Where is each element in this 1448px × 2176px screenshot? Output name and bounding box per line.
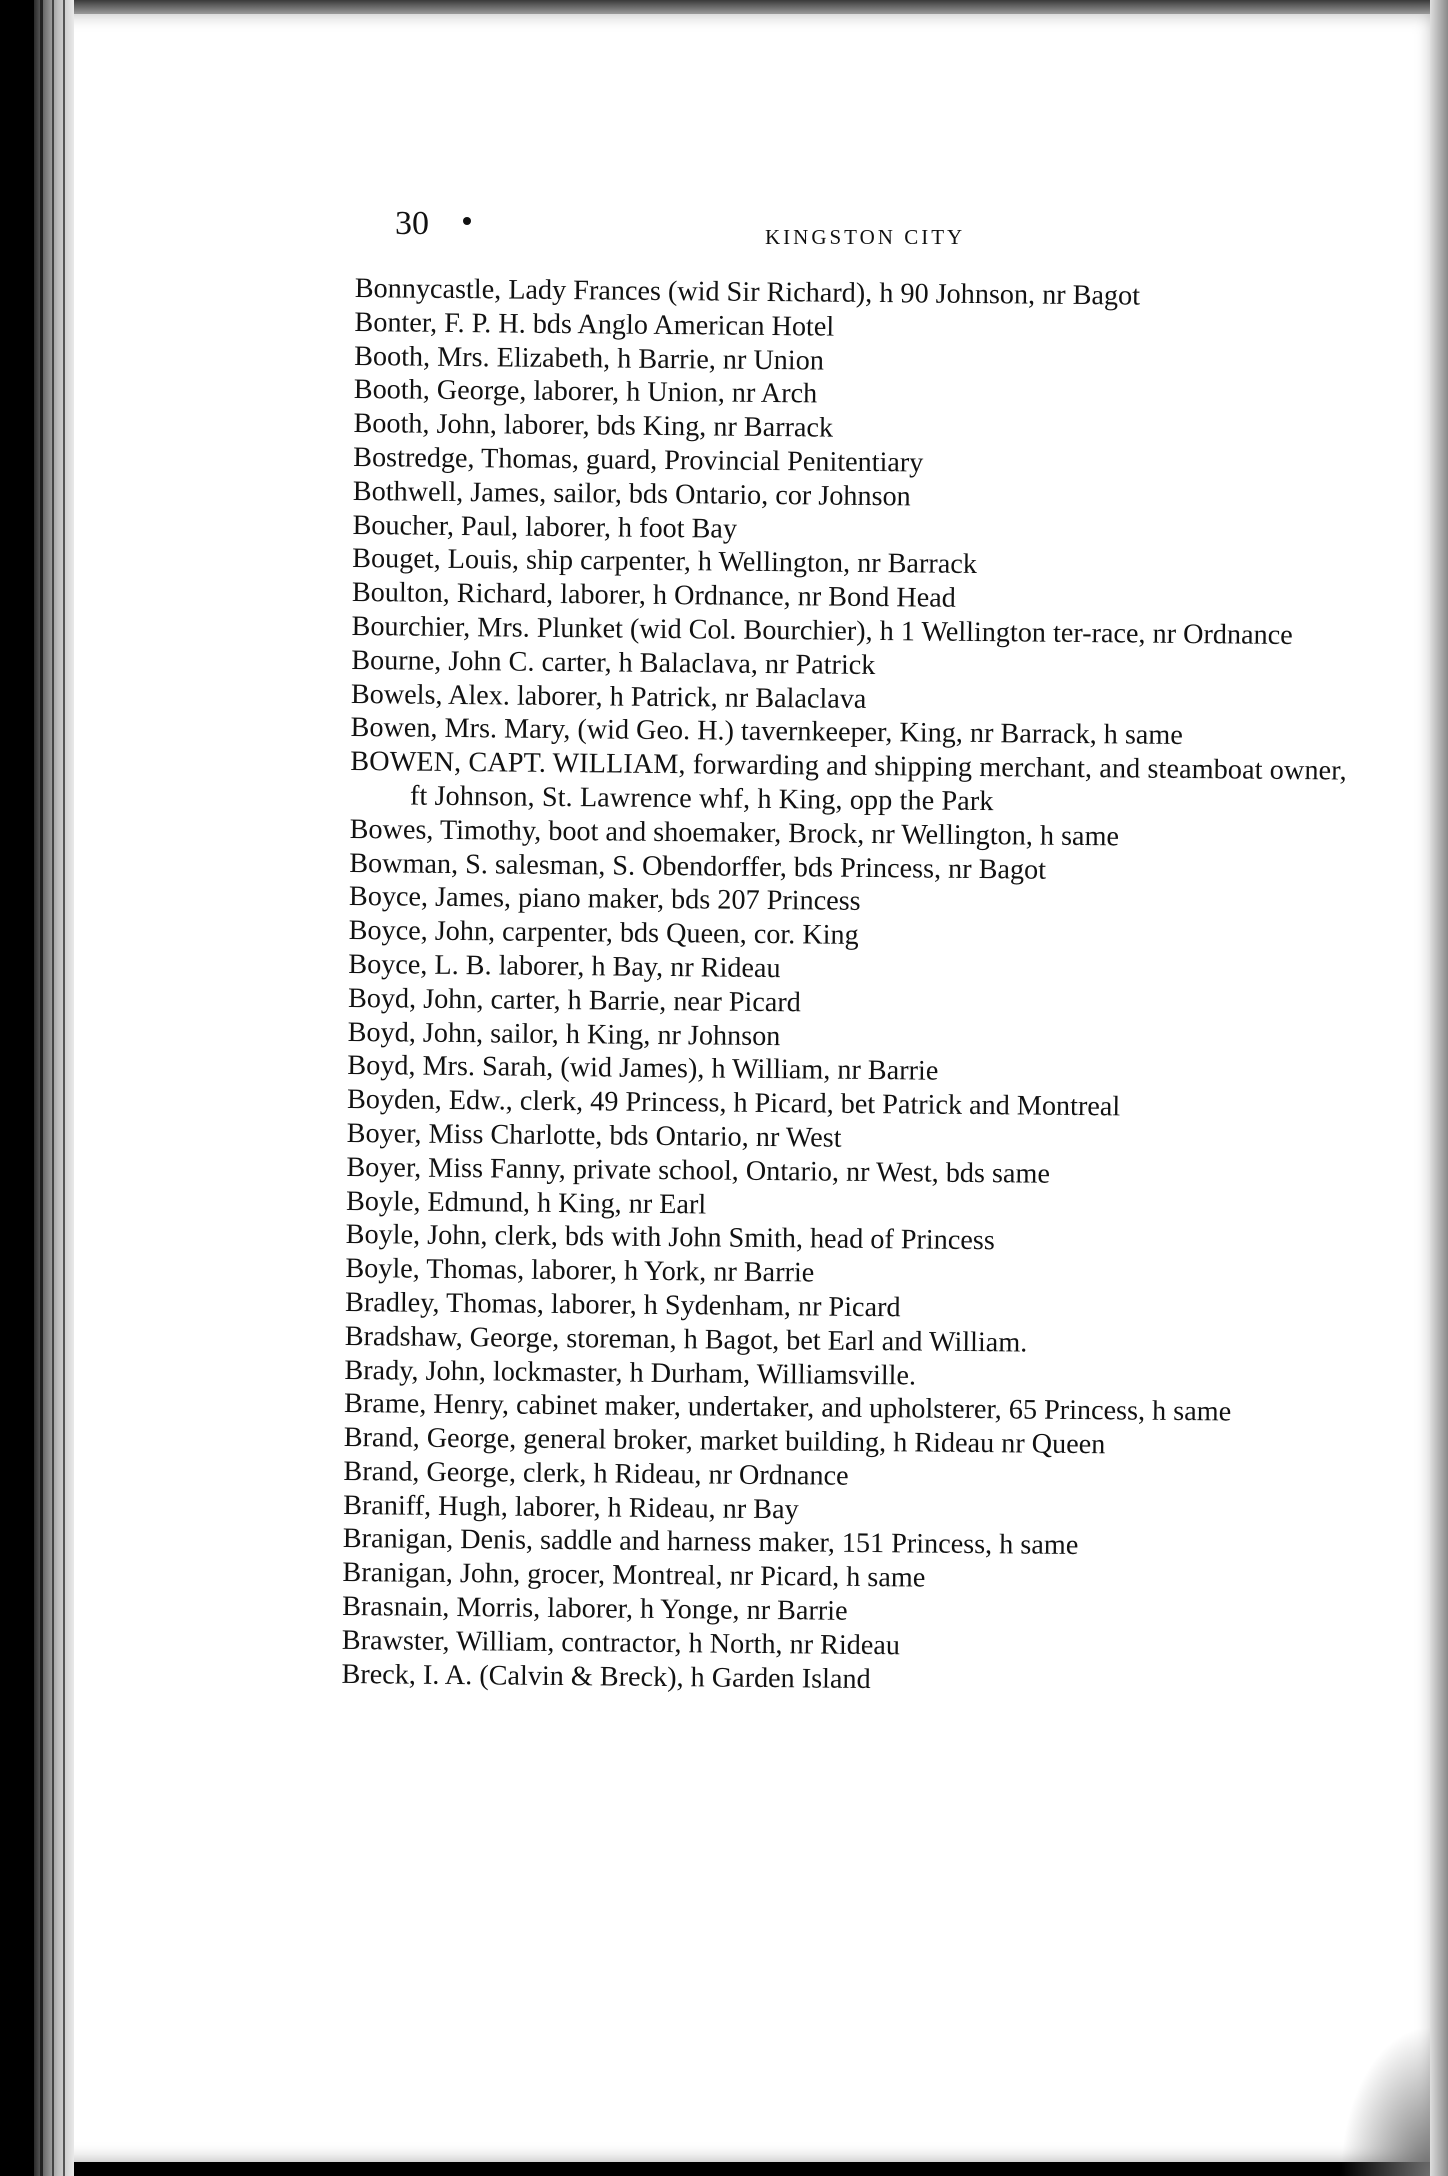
directory-entry: Boyd, Mrs. Sarah, (wid James), h William, nr Barrie: [347, 1050, 939, 1087]
binding-line: [40, 0, 43, 2176]
page-right-edge: [1430, 0, 1448, 2176]
directory-entry: Bourchier, Mrs. Plunket (wid Col. Bourchier), h 1 Wellington ter-race, nr Ordnance: [351, 610, 1293, 651]
ink-dot: [463, 217, 471, 225]
directory-entry: Boyd, John, sailor, h King, nr Johnson: [347, 1016, 781, 1052]
directory-entry: Brame, Henry, cabinet maker, undertaker, and upholsterer, 65 Princess, h same: [343, 1388, 1232, 1428]
directory-entry: Bostredge, Thomas, guard, Provincial Penitentiary: [353, 441, 924, 479]
directory-entry: Breck, I. A. (Calvin & Breck), h Garden Island: [341, 1658, 871, 1695]
directory-entry: Bourne, John C. carter, h Balaclava, nr Patrick: [351, 644, 876, 681]
directory-entry: Bradshaw, George, storeman, h Bagot, bet Earl and William.: [344, 1320, 1028, 1359]
directory-entry: Boyer, Miss Charlotte, bds Ontario, nr West: [346, 1117, 842, 1154]
binding-line: [63, 0, 65, 2176]
directory-entry: Boyle, John, clerk, bds with John Smith, head of Princess: [345, 1219, 995, 1257]
directory-entry: Boucher, Paul, laborer, h foot Bay: [352, 509, 738, 545]
directory-entry: Branigan, John, grocer, Montreal, nr Picard, h same: [342, 1557, 926, 1594]
directory-entry: Braniff, Hugh, laborer, h Rideau, nr Bay: [343, 1489, 799, 1526]
directory-entry: Boyce, L. B. laborer, h Bay, nr Rideau: [348, 948, 781, 985]
directory-entry: Brady, John, lockmaster, h Durham, Williamsville.: [344, 1354, 917, 1391]
directory-entry: Bowen, Mrs. Mary, (wid Geo. H.) tavernkeeper, King, nr Barrack, h same: [350, 712, 1183, 752]
directory-entry: Boyden, Edw., clerk, 49 Princess, h Picard, bet Patrick and Montreal: [346, 1084, 1121, 1123]
page-number: 30: [395, 205, 429, 242]
directory-entry: Boyle, Thomas, laborer, h York, nr Barrie: [345, 1253, 815, 1289]
directory-entry: Brasnain, Morris, laborer, h Yonge, nr Barrie: [342, 1591, 848, 1627]
directory-entry: Brand, George, general broker, market building, h Rideau nr Queen: [343, 1422, 1106, 1461]
directory-entry: Bouget, Louis, ship carpenter, h Wellington, nr Barrack: [352, 543, 978, 581]
corner-smudge: [1340, 2026, 1430, 2176]
directory-entry: Bonter, F. P. H. bds Anglo American Hotel: [354, 306, 835, 343]
running-head: KINGSTON CITY: [765, 225, 966, 249]
directory-entry: Bonnycastle, Lady Frances (wid Sir Richard), h 90 Johnson, nr Bagot: [354, 272, 1141, 312]
page-header: [395, 205, 1005, 249]
directory-entry: Booth, John, laborer, bds King, nr Barrack: [353, 408, 834, 444]
directory-entry: Boyce, John, carpenter, bds Queen, cor. King: [348, 915, 859, 952]
page-top-edge: [34, 0, 1448, 14]
directory-entry: Bothwell, James, sailor, bds Ontario, cor Johnson: [352, 475, 911, 513]
directory-entry: Brawster, William, contractor, h North, nr Rideau: [341, 1624, 901, 1662]
directory-entry: Boulton, Richard, laborer, h Ordnance, nr Bond Head: [351, 577, 956, 614]
directory-entry: BOWEN, CAPT. WILLIAM, forwarding and shipping merchant, and steamboat owner, ft Johnson, St. Lawrence whf, h King, opp the Park: [350, 746, 1347, 818]
directory-entry: Branigan, Denis, saddle and harness maker, 151 Princess, h same: [342, 1523, 1079, 1562]
directory-entry: Boyer, Miss Fanny, private school, Ontario, nr West, bds same: [346, 1151, 1051, 1190]
directory-entry: Booth, George, laborer, h Union, nr Arch: [353, 374, 818, 410]
directory-entry: Boyd, John, carter, h Barrie, near Picard: [347, 982, 802, 1019]
directory-entry: Bowes, Timothy, boot and shoemaker, Brock, nr Wellington, h same: [349, 813, 1120, 853]
directory-entries: [341, 272, 1355, 1701]
directory-entry: Bowels, Alex. laborer, h Patrick, nr Balaclava: [350, 678, 867, 715]
directory-entry: Bowman, S. salesman, S. Obendorffer, bds Princess, nr Bagot: [349, 847, 1047, 886]
directory-entry: Brand, George, clerk, h Rideau, nr Ordnance: [343, 1455, 849, 1492]
directory-entry: Boyle, Edmund, h King, nr Earl: [345, 1185, 707, 1220]
directory-entry: Boyce, James, piano maker, bds 207 Princess: [348, 881, 861, 918]
binding-line: [52, 0, 54, 2176]
directory-entry: Booth, Mrs. Elizabeth, h Barrie, nr Union: [354, 340, 825, 377]
directory-entry: Bradley, Thomas, laborer, h Sydenham, nr Picard: [344, 1286, 901, 1324]
